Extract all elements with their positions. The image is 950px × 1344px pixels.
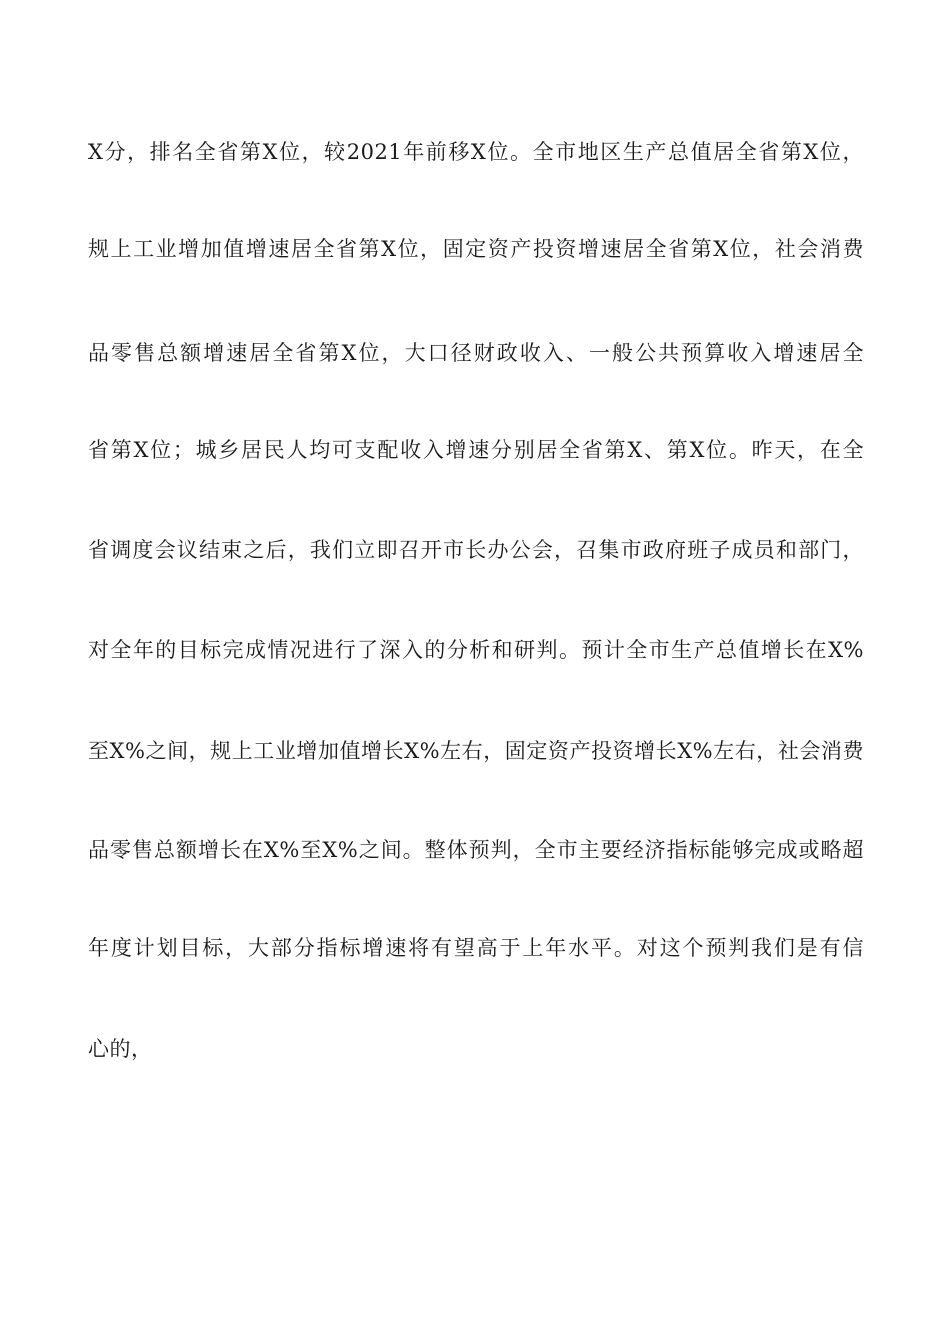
paragraph-line: X分，排名全省第X位，较2021年前移X位。全市地区生产总值居全省第X位， <box>88 140 864 164</box>
paragraph-line: 省第X位；城乡居民人均可支配收入增速分别居全省第X、第X位。昨天，在全 <box>88 438 864 462</box>
paragraph-line: 品零售总额增速居全省第X位，大口径财政收入、一般公共预算收入增速居全 <box>88 341 864 365</box>
paragraph-line: 规上工业增加值增速居全省第X位，固定资产投资增速居全省第X位，社会消费 <box>88 237 864 261</box>
paragraph-line: 心的， <box>88 1037 153 1061</box>
paragraph-line: 品零售总额增长在X%至X%之间。整体预判，全市主要经济指标能够完成或略超 <box>88 838 864 862</box>
paragraph-line: 年度计划目标，大部分指标增速将有望高于上年水平。对这个预判我们是有信 <box>88 936 864 960</box>
paragraph-line: 省调度会议结束之后，我们立即召开市长办公会，召集市政府班子成员和部门， <box>88 538 864 562</box>
paragraph-line: 对全年的目标完成情况进行了深入的分析和研判。预计全市生产总值增长在X% <box>88 638 864 662</box>
paragraph-line: 至X%之间，规上工业增加值增长X%左右，固定资产投资增长X%左右，社会消费 <box>88 739 864 763</box>
